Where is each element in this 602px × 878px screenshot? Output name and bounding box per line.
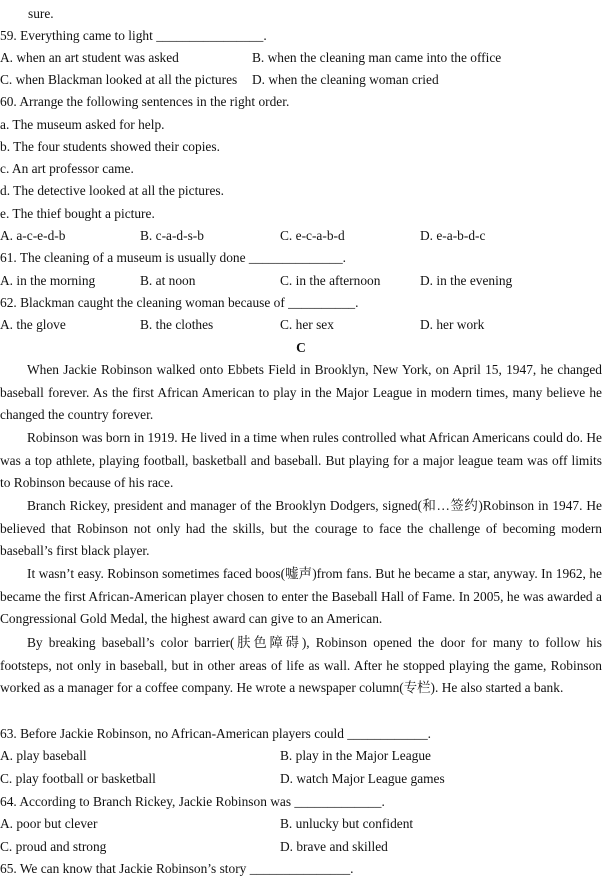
question-59-stem: 59. Everything came to light ________________.	[0, 28, 267, 43]
passage-paragraph-3: Branch Rickey, president and manager of the Brooklyn Dodgers, signed(和…签约)Robinson in 1947. He believed that Robinson not only had the skills, but the courage to face the challenge of becoming modern baseball’s first black player.	[0, 498, 602, 559]
question-60-stem: 60. Arrange the following sentences in the right order.	[0, 94, 290, 109]
question-61-option-d[interactable]: D. in the evening	[420, 273, 513, 288]
question-63-stem: 63. Before Jackie Robinson, no African-American players could ____________.	[0, 726, 431, 741]
passage-paragraph-2: Robinson was born in 1919. He lived in a time when rules controlled what African Americans could do. He was a top athlete, playing football, basketball and baseball. But playing for a major league team was off limits to Robinson because of his race.	[0, 430, 602, 491]
question-60-option-b[interactable]: B. c-a-d-s-b	[140, 228, 204, 243]
question-64-option-c[interactable]: C. proud and strong	[0, 839, 107, 854]
question-61-option-b[interactable]: B. at noon	[140, 273, 196, 288]
question-64-option-d[interactable]: D. brave and skilled	[280, 839, 388, 854]
question-60-option-a[interactable]: A. a-c-e-d-b	[0, 228, 66, 243]
question-63-option-c[interactable]: C. play football or basketball	[0, 771, 156, 786]
question-61-option-a[interactable]: A. in the morning	[0, 273, 96, 288]
question-60-sentence-b: b. The four students showed their copies.	[0, 139, 220, 154]
passage-paragraph-5: By breaking baseball’s color barrier(肤色障碍), Robinson opened the door for many to follow his footsteps, not only in baseball, but in other areas of life as wall. After he stopped playing the game, Robinson worked as a manager for a coffee company. He wrote a newspaper column(专栏). He also started a bank.	[0, 635, 602, 696]
question-60-sentence-c: c. An art professor came.	[0, 161, 134, 176]
passage-paragraph-1: When Jackie Robinson walked onto Ebbets Field in Brooklyn, New York, on April 15, 1947, he changed baseball forever. As the first African American to play in the Major League in modern times, many believe he changed the country forever.	[0, 362, 602, 423]
question-64-option-b[interactable]: B. unlucky but confident	[280, 816, 414, 831]
question-62-stem: 62. Blackman caught the cleaning woman because of __________.	[0, 295, 359, 310]
question-60-option-d[interactable]: D. e-a-b-d-c	[420, 228, 486, 243]
question-62-option-c[interactable]: C. her sex	[280, 317, 334, 332]
question-60-sentence-e: e. The thief bought a picture.	[0, 206, 155, 221]
question-60-sentence-d: d. The detective looked at all the pictures.	[0, 183, 224, 198]
question-59-option-c[interactable]: C. when Blackman looked at all the pictures	[0, 72, 238, 87]
question-63-option-a[interactable]: A. play baseball	[0, 748, 87, 763]
question-62-option-a[interactable]: A. the glove	[0, 317, 66, 332]
question-63-option-d[interactable]: D. watch Major League games	[280, 771, 445, 786]
question-62-option-d[interactable]: D. her work	[420, 317, 485, 332]
previous-answer-tail: sure.	[28, 6, 54, 21]
question-64-option-a[interactable]: A. poor but clever	[0, 816, 98, 831]
question-64-stem: 64. According to Branch Rickey, Jackie Robinson was _____________.	[0, 794, 385, 809]
question-59-option-b[interactable]: B. when the cleaning man came into the office	[252, 50, 502, 65]
passage-paragraph-4: It wasn’t easy. Robinson sometimes faced boos(嘘声)from fans. But he became a star, anyway. In 1962, he became the first African-American player chosen to enter the Baseball Hall of Fame. In 2005, he was awarded a Congressional Gold Medal, the highest award can give to an American.	[0, 566, 602, 627]
question-59-option-d[interactable]: D. when the cleaning woman cried	[252, 72, 439, 87]
question-61-option-c[interactable]: C. in the afternoon	[280, 273, 381, 288]
question-65-stem: 65. We can know that Jackie Robinson’s story _______________.	[0, 861, 354, 876]
question-61-stem: 61. The cleaning of a museum is usually done ______________.	[0, 250, 346, 265]
section-heading: C	[296, 340, 306, 355]
question-63-option-b[interactable]: B. play in the Major League	[280, 748, 431, 763]
question-62-option-b[interactable]: B. the clothes	[140, 317, 214, 332]
question-59-option-a[interactable]: A. when an art student was asked	[0, 50, 179, 65]
question-60-sentence-a: a. The museum asked for help.	[0, 117, 165, 132]
question-60-option-c[interactable]: C. e-c-a-b-d	[280, 228, 345, 243]
